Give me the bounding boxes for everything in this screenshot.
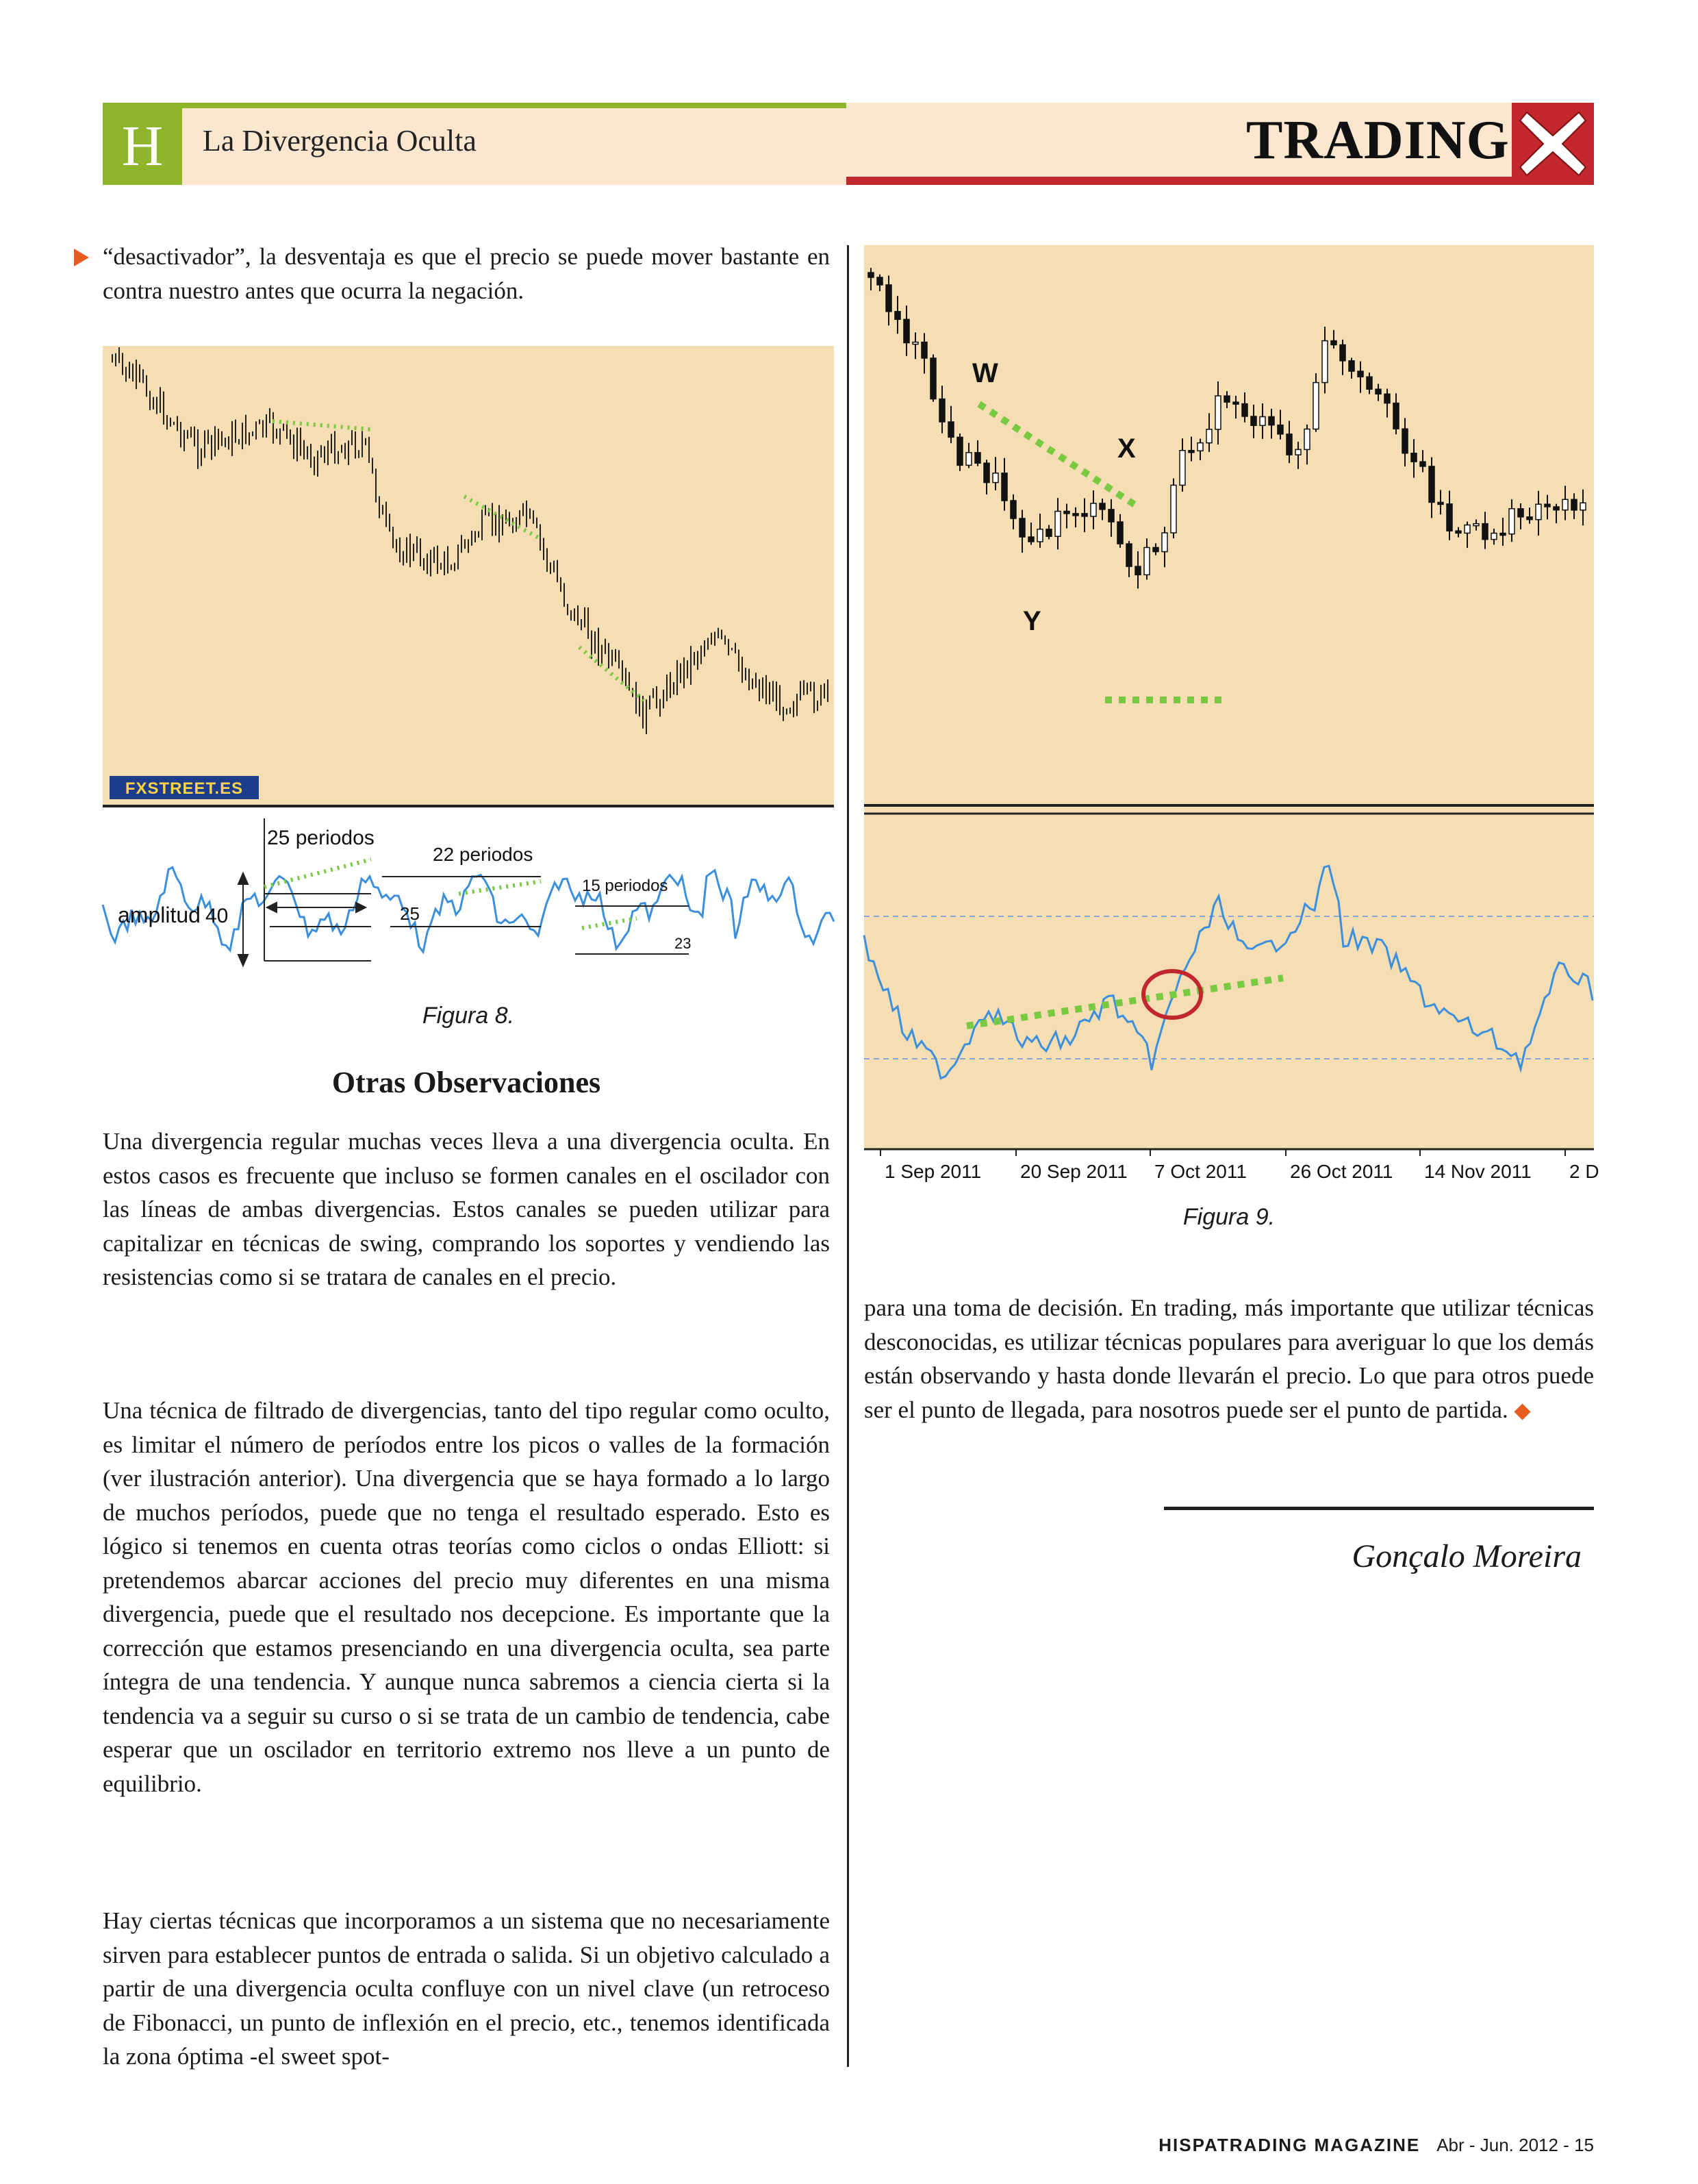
candle-body [975,453,980,463]
label-40: 40 [205,905,229,927]
label-25: 25 [400,903,420,924]
candle-body [1304,429,1310,450]
candle-body [1429,466,1434,502]
candle-body [1295,449,1301,455]
candle-body [1545,504,1550,507]
candle-body [1367,377,1372,389]
x-tick-label: 14 Nov 2011 [1424,1161,1532,1182]
intro-paragraph: “desactivador”, la desventaja es que el precio se puede mover bastante en contra nuestro antes que ocurra la negación. [103,243,830,304]
candle-body [904,319,909,342]
candle-body [966,453,972,466]
candle-body [1554,507,1559,510]
candle-body [922,342,927,358]
candle-body [1509,509,1515,534]
candle-body [1162,533,1167,552]
candle-body [1126,544,1132,566]
section-title: La Divergencia Oculta [203,124,477,158]
candle-body [1340,344,1345,360]
candle-body [948,422,954,437]
candle-body [1420,462,1425,466]
candle-body [877,277,883,285]
candle-body [1108,510,1114,522]
candle-body [1518,509,1523,517]
candle-body [1180,451,1185,486]
candle-body [993,473,998,483]
candle-body [886,285,891,312]
section-heading: Otras Observaciones [331,1066,601,1099]
figure8-caption: Figura 8. [422,1003,515,1029]
candle-body [895,312,900,319]
candle-body [1055,512,1061,537]
candle-body [1465,525,1470,534]
x-tick-label: 26 Oct 2011 [1290,1161,1393,1182]
label-amplitud: amplitud [118,903,201,927]
paragraph-3: Hay ciertas técnicas que incorporamos a un sistema que no necesariamente sirven para establecer puntos de entrada o salida. Si un objetivo calculado a partir de una divergencia oculta confluye con un nivel clave (un retroceso de Fibonacci, un punto de inflexión en el precio, etc., tenemos identificada la zona óptima -el sweet spot- [103,1907,830,2070]
candle-body [868,273,874,277]
wave-label-y: Y [1023,606,1041,636]
author-name: Gonçalo Moreira [1352,1538,1582,1574]
candle-body [1233,402,1239,404]
candle-body [1135,566,1141,575]
candle-body [1473,524,1479,526]
candle-body [1073,514,1078,516]
candle-body [1002,473,1007,501]
brand-label: TRADING [1246,110,1510,171]
candle-body [1527,517,1532,520]
candle-body [1322,341,1328,383]
candle-body [1536,504,1541,519]
x-tick-label: 20 Sep 2011 [1020,1161,1128,1182]
candle-body [1153,547,1158,551]
x-tick-label: 2 D [1569,1161,1599,1182]
candle-body [1402,429,1408,453]
footer-magazine: HISPATRADING MAGAZINE [1158,2135,1421,2155]
x-logo-icon [1512,103,1594,185]
section-letter-badge: H [103,108,182,185]
candle-body [1064,512,1069,514]
candle-body [1215,396,1221,429]
paragraph-1: Una divergencia regular muchas veces lleva a una divergencia oculta. En estos casos es frecuente que incluso se formen canales en el oscilador con las líneas de ambas divergencias. Estos canales se pueden utilizar para capitalizar en técnicas de swing, comprando los soportes y vendiendo las resistencias como si se tratara de canales en el precio. [103,1128,830,1290]
candle-body [1144,547,1150,575]
candle-body [984,463,989,482]
x-tick-label: 7 Oct 2011 [1154,1161,1247,1182]
candle-body [1384,394,1390,403]
candle-body [1028,537,1034,542]
page-footer [959,2135,1594,2156]
candle-body [1456,531,1461,533]
paragraph-4-text: para una toma de decisión. En trading, más importante que utilizar técnicas desconocidas, es utilizar técnicas populares para averiguar lo que los demás están observando y hasta donde llevarán el precio. Lo que para otros puede ser el punto de llegada, para nosotros puede ser el punto de partida. [864,1294,1594,1423]
candle-body [939,399,945,422]
wave-label-x: X [1117,434,1136,464]
column-divider [847,245,849,2067]
candle-body [1491,534,1497,540]
candle-body [1438,502,1443,504]
figure9-caption: Figura 9. [1182,1204,1276,1230]
figure-8 [103,346,834,990]
candle-body [1011,501,1016,518]
paragraph-4 [864,1291,1594,1427]
candle-body [1019,518,1025,537]
wave-label-w: W [972,358,998,388]
candle-body [1447,504,1452,531]
candle-body [1224,396,1230,402]
candle-body [957,437,963,465]
candle-body [1117,522,1123,544]
figure-9 [864,245,1599,1197]
candle-body [1171,485,1176,533]
candle-body [1571,499,1577,510]
fxstreet-watermark: FXSTREET.ES [125,779,244,798]
candle-body [1278,425,1283,434]
candle-body [1242,404,1247,416]
end-of-article-icon [1514,1403,1530,1420]
candle-body [1251,416,1256,425]
candle-body [1562,499,1568,510]
candle-body [913,342,918,344]
continuation-arrow-icon [74,249,89,266]
paragraph-2: Una técnica de filtrado de divergencias, tanto del tipo regular como oculto, es limitar el número de períodos entre los picos o valles de la formación (ver ilustración anterior). Una divergencia que se haya formado a lo largo de muchos períodos, puede que no tenga el resultado esperado. Esto es lógico si tenemos en cuenta otras teorías como ciclos o ondas Elliott: si pretendemos abarcar acciones del precio muy diferentes en una misma divergencia, puede que el resultado nos decepcione. Es importante que la corrección que estamos presenciando en una divergencia oculta, sea parte íntegra de una tendencia. Y aunque nunca sabremos a ciencia cierta si la tendencia va a seguir su curso o si se trata de un cambio de tendencia, cabe esperar que un oscilador en territorio extremo nos lleve a un punto de equilibrio. [103,1397,830,1797]
candle-body [1046,529,1052,536]
candle-body [1393,403,1399,429]
candle-body [1287,434,1292,455]
candle-body [1198,443,1203,451]
candle-body [1331,341,1336,345]
candle-body [1100,503,1105,510]
label-23: 23 [674,935,692,952]
candle-body [1091,503,1096,516]
candle-body [1206,429,1212,443]
brand-x-logo [1512,103,1594,185]
candle-body [1482,524,1488,540]
candle-body [1269,416,1274,425]
candle-body [1580,503,1586,510]
candle-body [1376,389,1381,394]
candle-body [1082,514,1087,516]
label-15-periodos: 15 periodos [582,877,668,895]
label-25-periodos: 25 periodos [267,827,375,849]
footer-issue-page: Abr - Jun. 2012 - 15 [1436,2135,1594,2155]
candle-body [1313,383,1319,429]
candle-body [1260,416,1265,425]
candle-body [1500,534,1506,536]
candle-body [1358,371,1363,377]
header-green-rule [103,103,846,108]
author-rule [1164,1507,1594,1510]
candle-body [1349,361,1354,371]
x-tick-label: 1 Sep 2011 [885,1161,982,1182]
header-red-rule [846,177,1594,185]
candle-body [930,358,936,399]
label-22-periodos: 22 periodos [433,844,533,865]
candle-body [1411,453,1417,462]
candle-body [1189,451,1194,453]
candle-body [1037,529,1043,542]
